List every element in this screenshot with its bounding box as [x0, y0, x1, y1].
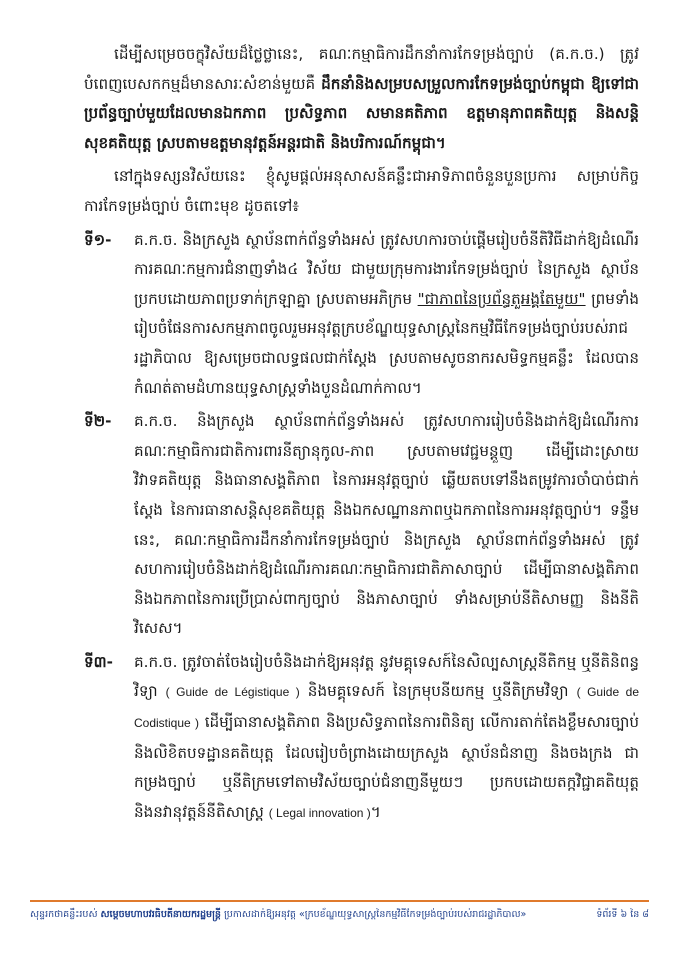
recommendation-3-text [134, 648, 639, 829]
recommendation-3-label: ទី៣- [84, 652, 113, 671]
recommendation-1-label: ទី១- [84, 230, 112, 249]
footer-speaker: សម្តេចមហាបវរធិបតីនាយករដ្ឋមន្ត្រី [100, 909, 221, 920]
recommendation-1-text [134, 226, 639, 404]
recommendation-2-label: ទី២- [84, 412, 112, 431]
page-footer [30, 908, 649, 922]
legal-innovation-term: ( Legal innovation ) [268, 805, 371, 820]
recommendation-1 [84, 226, 639, 404]
recommendation-3-part-1: គ.ក.ច. ត្រូវចាត់ចែងរៀបចំនិងដាក់ឱ្យអនុវត្ត នូវមគ្គុទេសក៍នៃសិល្បសាស្ត្រនីតិកម្ម ឬនីតិនិពន្ធវិទ្យា [134, 652, 639, 701]
recommendation-1-quote: "ជាភាពនៃប្រព័ន្ធតួអង្គតែមួយ" [417, 289, 586, 308]
guide-codistique-term: ( Guide de Codistique ) [134, 685, 639, 731]
footer-divider [30, 900, 649, 902]
recommendation-2 [84, 407, 639, 644]
recommendation-3 [84, 648, 639, 829]
guide-legistique-term: ( Guide de Légistique ) [165, 685, 300, 700]
paragraph-2: នៅក្នុងទស្សនវិស័យនេះ ខ្ញុំសូមផ្តល់អនុសាសន៍គន្លឹះជាអាទិភាពចំនួនបួនប្រការ សម្រាប់កិច្ចការកែទម្រង់ច្បាប់ ចំពោះមុខ ដូចតទៅ៖ [84, 167, 639, 215]
footer-suffix: ប្រកាសដាក់ឱ្យអនុវត្ត «ក្របខ័ណ្ឌយុទ្ធសាស្ត្រនៃកម្មវិធីកែទម្រង់ច្បាប់របស់រាជរដ្ឋាភិបាល» [220, 909, 527, 920]
footer-caption [30, 908, 526, 922]
recommendation-1-text-before: គ.ក.ច. និងក្រសួង ស្ថាប័នពាក់ព័ន្ធទាំងអស់ ត្រូវសហការចាប់ផ្តើមរៀបចំនីតិវិធីដាក់ឱ្យដំណើរការគណៈកម្មការជំនាញទាំង៤ វិស័យ ជាមួយក្រុមការងារកែទម្រង់ច្បាប់ នៃក្រសួង ស្ថាប័ន ប្រកបដោយភាពប្រទាក់ក្រឡាគ្នា ស្របតាមអភិក្រម [134, 230, 639, 308]
paragraph-1-text: ដើម្បីសម្រេចចក្ខុវិស័យដ៏ថ្លៃថ្លានេះ, គណៈកម្មាធិការដឹកនាំការកែទម្រង់ច្បាប់ (គ.ក.ច.) ត្រូវបំពេញបេសកកម្មដ៏មានសារៈសំខាន់មួយគឺ [84, 45, 639, 93]
recommendation-2-text: គ.ក.ច. និងក្រសួង ស្ថាប័នពាក់ព័ន្ធទាំងអស់ ត្រូវសហការរៀបចំនិងដាក់ឱ្យដំណើរការគណៈកម្មាធិការជាតិការពារនីត្យានុកូល-ភាព ស្របតាមវេជ្ជមន្តួញ ដើម្បីដោះស្រាយវិវាទគតិយុត្ត និងធានាសង្គតិភាព នៃការអនុវត្តច្បាប់ ឆ្លើយតបទៅនឹងតម្រូវការចាំបាច់ជាក់ស្តែង នៃការធានាសន្តិសុខគតិយុត្ត និងឯកសណ្ឋានភាពឬឯកភាពនៃការអនុវត្តច្បាប់។ ទន្ទឹមនេះ, គណៈកម្មាធិការដឹកនាំការកែទម្រង់ច្បាប់ និងក្រសួង ស្ថាប័នពាក់ព័ន្ធទាំងអស់ ត្រូវ សហការរៀបចំនិងដាក់ឱ្យដំណើរការគណៈកម្មាធិការជាតិភាសាច្បាប់ ដើម្បីធានាសង្គតិភាព និងឯកភាពនៃការប្រើប្រាស់ពាក្យច្បាប់ និងភាសាច្បាប់ ទាំងសម្រាប់នីតិសាមញ្ញ និងនីតិវិសេស។ [134, 412, 639, 638]
paragraph-1 [84, 40, 639, 158]
recommendation-3-part-2: និងមគ្គុទេសក៍ នៃក្រមុបនីយកម្ម ឬនីតិក្រមវិទ្យា [299, 682, 577, 701]
recommendation-3-part-4: ។ [370, 802, 381, 821]
paragraph-1-bold-text: ដឹកនាំនិងសម្របសម្រួលការកែទម្រង់ច្បាប់កម្ពុជា ឱ្យទៅជាប្រព័ន្ធច្បាប់មួយដែលមានឯកភាព ប្រសិទ្ធភាព សមានគតិភាព ឧត្តមានុភាពគតិយុត្ត និងសន្តិសុខគតិយុត្ត ស្របតាមឧត្តមានុវត្តន៍អន្តរជាតិ និងបរិការណ៍កម្ពុជា។ [84, 74, 639, 152]
page-number: ទំព័រទី ៦ នៃ ៨ [596, 909, 649, 920]
footer-prefix: សុន្ទរកថាគន្លឹះរបស់ [30, 909, 101, 920]
body-text [84, 40, 639, 832]
recommendation-3-part-3: ដើម្បីធានាសង្គតិភាព និងប្រសិទ្ធភាពនៃការពិនិត្យ លើការតាក់តែងខ្លឹមសារច្បាប់និងលិខិតបទដ្ឋានគតិយុត្ត ដែលរៀបចំព្រាងដោយក្រសួង ស្ថាប័នជំនាញ និងចងក្រង ជាកម្រងច្បាប់ ឬនីតិក្រមទៅតាមវិស័យច្បាប់ជំនាញនីមួយៗ ប្រកបដោយតក្កវិជ្ជាគតិយុត្ត និងនវានុវត្តន៍នីតិសាស្ត្រ [134, 713, 640, 821]
recommendation-1-text-after: ព្រមទាំងរៀបចំផែនការសកម្មភាពចូលរួមអនុវត្តក្របខ័ណ្ឌយុទ្ធសាស្ត្រនៃកម្មវិធីកែទម្រង់ច្បាប់របស់រាជរដ្ឋាភិបាល ឱ្យសម្រេចជាលទ្ធផលជាក់ស្តែង ស្របតាមសូចនាករសមិទ្ធកម្មគន្លឹះ ដែលបានកំណត់តាមដំហានយុទ្ធសាស្ត្រទាំងបួនដំណាក់កាល។ [134, 289, 640, 397]
